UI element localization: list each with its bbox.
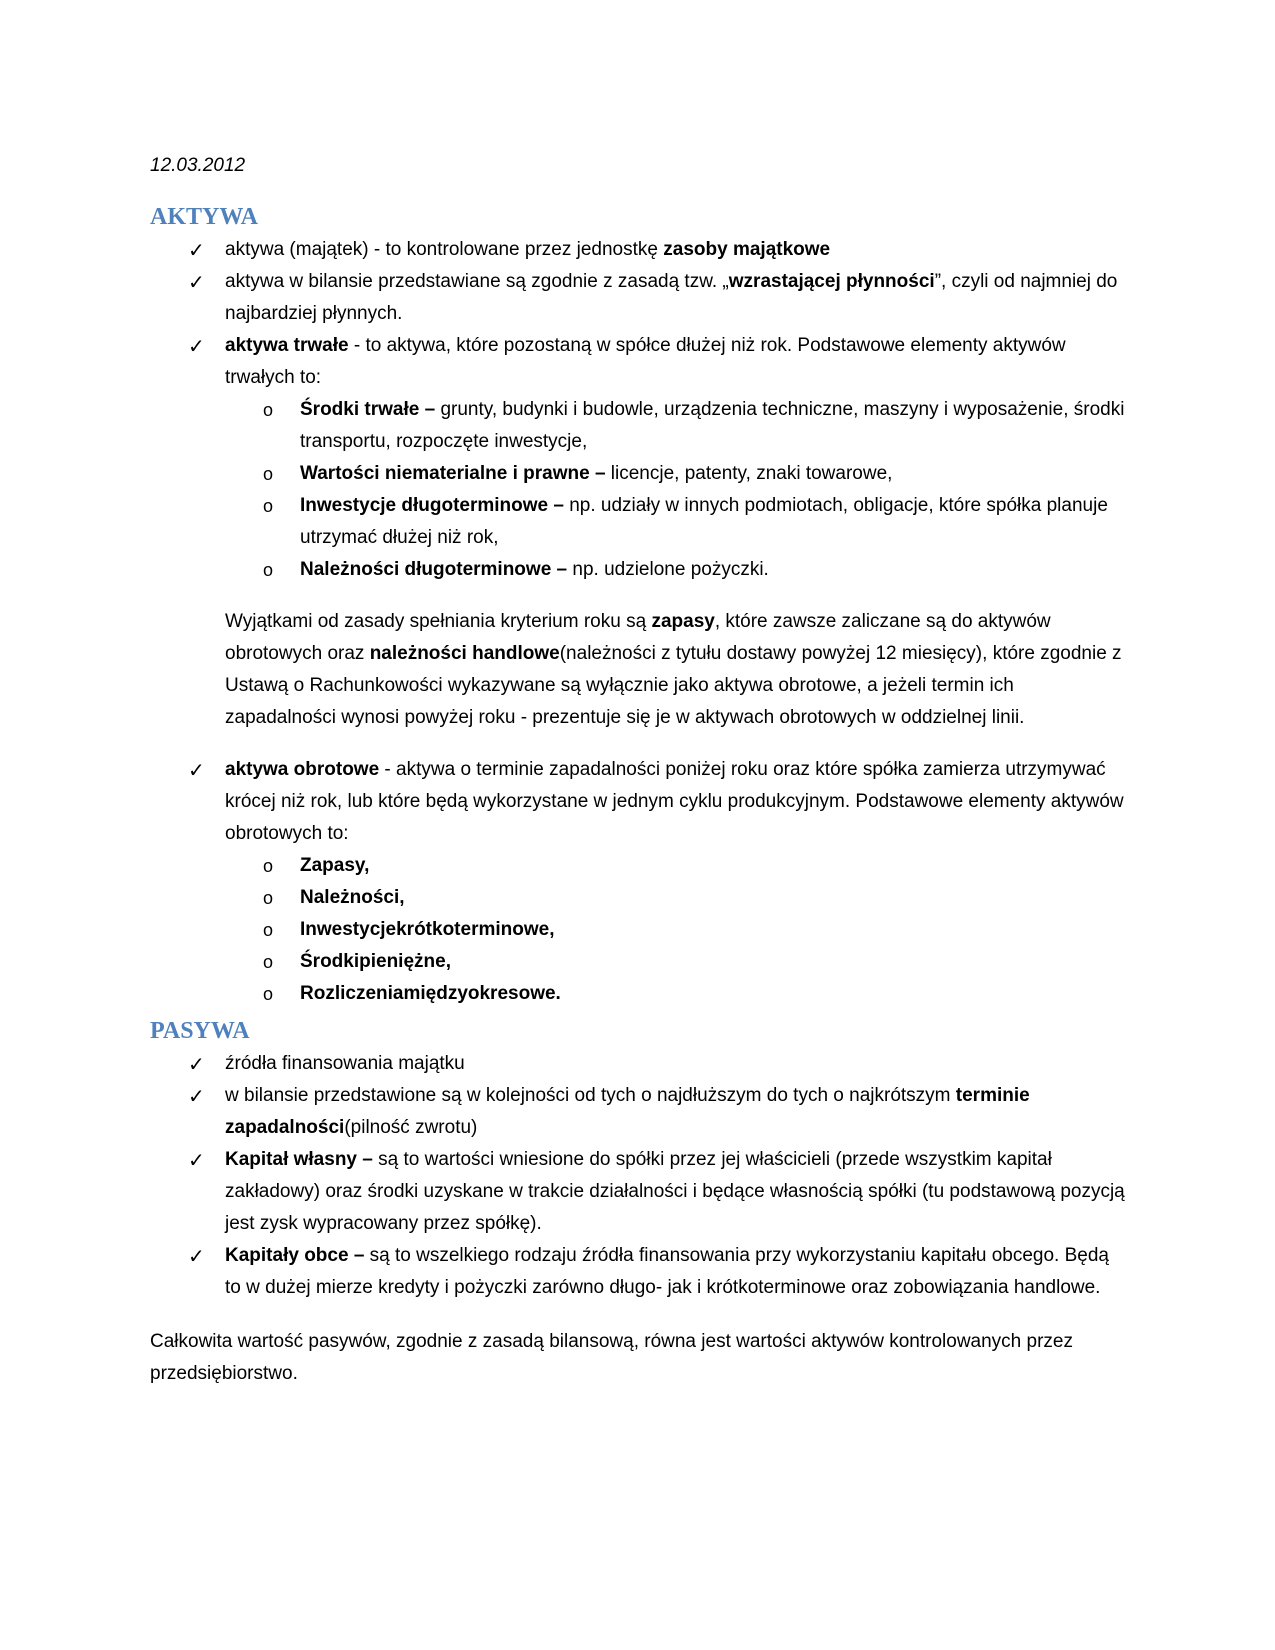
sub-list-item: o Wartości niematerialne i prawne – licencje, patenty, znaki towarowe, xyxy=(225,458,1130,490)
sub-list-item: o Należności długoterminowe – np. udzielone pożyczki. xyxy=(225,554,1130,586)
checkmark-icon: ✓ xyxy=(188,270,205,294)
circle-bullet-icon: o xyxy=(263,464,274,484)
list-item: ✓ aktywa obrotowe - aktywa o terminie zapadalności poniżej roku oraz które spółka zamierza utrzymywać krócej niż rok, lub które będą wykorzystane w jednym cyklu produkcyjnym. Podstawowe elementy aktywów obrotowych to: o Zapasy, o Należności, o Inwestycjekrótkoterminowe, o Środkipieniężne, o Rozliczeniamiędzyokresowe. xyxy=(150,754,1130,1010)
heading-pasywa: PASYWA xyxy=(150,1018,250,1044)
checkmark-icon: ✓ xyxy=(188,238,205,262)
list-item: ✓ aktywa (majątek) - to kontrolowane przez jednostkę zasoby majątkowe xyxy=(150,234,1130,266)
document-date: 12.03.2012 xyxy=(150,155,246,176)
sub-list-item: o Należności, xyxy=(225,882,1130,914)
heading-aktywa: AKTYWA xyxy=(150,204,259,230)
sub-list-item: o Rozliczeniamiędzyokresowe. xyxy=(225,978,1130,1010)
circle-bullet-icon: o xyxy=(263,984,274,1004)
circle-bullet-icon: o xyxy=(263,400,274,420)
list-item: ✓ w bilansie przedstawione są w kolejności od tych o najdłuższym do tych o najkrótszym terminie zapadalności(pilność zwrotu) xyxy=(150,1080,1130,1144)
checkmark-icon: ✓ xyxy=(188,1052,205,1076)
aktywa-trwale-sublist xyxy=(225,394,1130,586)
wyjatki-paragraph: Wyjątkami od zasady spełniania kryterium roku są zapasy, które zawsze zaliczane są do aktywów obrotowych oraz należności handlowe(należności z tytułu dostawy powyżej 12 miesięcy), które zgodnie z Ustawą o Rachunkowości wykazywane są wyłącznie jako aktywa obrotowe, a jeżeli termin ich zapadalności wynosi powyżej roku - prezentuje się je w aktywach obrotowych w oddzielnej linii. xyxy=(225,611,1122,728)
sub-list-item: o Środkipieniężne, xyxy=(225,946,1130,978)
sub-list-item: o Środki trwałe – grunty, budynki i budowle, urządzenia techniczne, maszyny i wyposażenie, środki transportu, rozpoczęte inwestycje, xyxy=(225,394,1130,458)
sub-list-item: o Inwestycje długoterminowe – np. udziały w innych podmiotach, obligacje, które spółka planuje utrzymać dłużej niż rok, xyxy=(225,490,1130,554)
list-item: ✓ źródła finansowania majątku xyxy=(150,1048,1130,1080)
document-page xyxy=(150,150,1130,1409)
checkmark-icon: ✓ xyxy=(188,1084,205,1108)
circle-bullet-icon: o xyxy=(263,560,274,580)
list-item: ✓ Kapitały obce – są to wszelkiego rodzaju źródła finansowania przy wykorzystaniu kapitału obcego. Będą to w dużej mierze kredyty i pożyczki zarówno długo- jak i krótkoterminowe oraz zobowiązania handlowe. xyxy=(150,1240,1130,1304)
sub-list-item: o Zapasy, xyxy=(225,850,1130,882)
circle-bullet-icon: o xyxy=(263,952,274,972)
final-paragraph: Całkowita wartość pasywów, zgodnie z zasadą bilansową, równa jest wartości aktywów kontrolowanych przez przedsiębiorstwo. xyxy=(150,1331,1073,1384)
checkmark-icon: ✓ xyxy=(188,758,205,782)
list-item: ✓ Kapitał własny – są to wartości wniesione do spółki przez jej właścicieli (przede wszystkim kapitał zakładowy) oraz środki uzyskane w trakcie działalności i będące własnością spółki (tu podstawową pozycją jest zysk wypracowany przez spółkę). xyxy=(150,1144,1130,1240)
circle-bullet-icon: o xyxy=(263,920,274,940)
sub-list-item: o Inwestycjekrótkoterminowe, xyxy=(225,914,1130,946)
checkmark-icon: ✓ xyxy=(188,1244,205,1268)
circle-bullet-icon: o xyxy=(263,856,274,876)
checkmark-icon: ✓ xyxy=(188,334,205,358)
pasywa-list xyxy=(150,1048,1130,1304)
circle-bullet-icon: o xyxy=(263,496,274,516)
circle-bullet-icon: o xyxy=(263,888,274,908)
aktywa-obrotowe-sublist xyxy=(225,850,1130,1010)
list-item: ✓ aktywa trwałe - to aktywa, które pozostaną w spółce dłużej niż rok. Podstawowe elementy aktywów trwałych to: o Środki trwałe – grunty, budynki i budowle, urządzenia techniczne, maszyny i wyposażenie, środki transportu, rozpoczęte inwestycje, o Wartości niematerialne i prawne – licencje, patenty, znaki towarowe, o Inwestycje długoterminowe – np. udziały w innych podmiotach, obligacje, które spółka planuje utrzymać dłużej niż rok, o Należności długoterminowe – np. udzielone pożyczki. xyxy=(150,330,1130,586)
aktywa-list xyxy=(150,234,1130,586)
aktywa-obrotowe-list xyxy=(150,754,1130,1010)
checkmark-icon: ✓ xyxy=(188,1148,205,1172)
list-item: ✓ aktywa w bilansie przedstawiane są zgodnie z zasadą tzw. „wzrastającej płynności”, czyli od najmniej do najbardziej płynnych. xyxy=(150,266,1130,330)
